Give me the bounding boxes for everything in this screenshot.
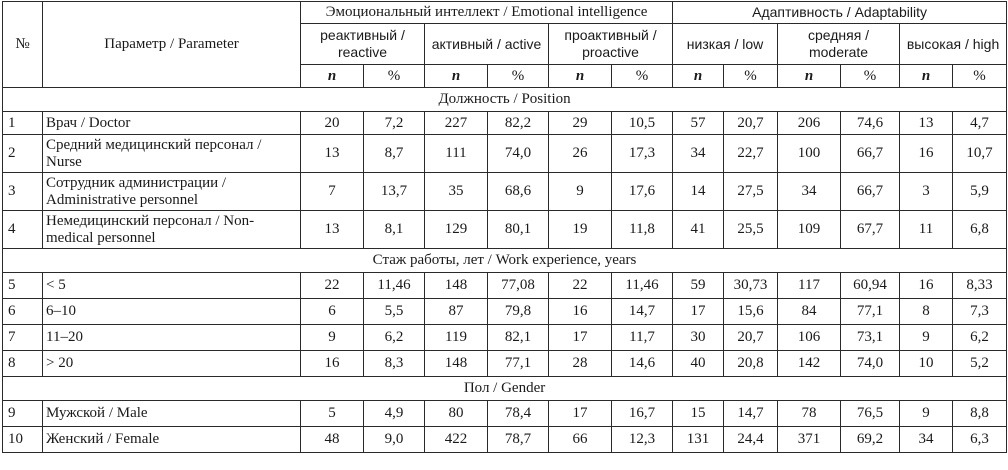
cell-percent: 6,2 bbox=[364, 325, 425, 351]
table-row bbox=[3, 351, 1007, 377]
row-parameter: 11–20 bbox=[43, 325, 301, 351]
cell-count: 34 bbox=[673, 135, 724, 173]
cell-count: 34 bbox=[900, 427, 953, 453]
row-number: 9 bbox=[3, 401, 43, 427]
cell-percent: 74,0 bbox=[841, 351, 900, 377]
cell-count: 15 bbox=[673, 401, 724, 427]
cell-count: 29 bbox=[549, 112, 612, 135]
row-parameter: Врач / Doctor bbox=[43, 112, 301, 135]
table-row bbox=[3, 299, 1007, 325]
cell-count: 14 bbox=[673, 173, 724, 211]
cell-count: 119 bbox=[425, 325, 488, 351]
unit-n: n bbox=[549, 65, 612, 88]
cell-percent: 12,3 bbox=[612, 427, 673, 453]
cell-count: 148 bbox=[425, 273, 488, 299]
cell-percent: 11,46 bbox=[612, 273, 673, 299]
row-parameter: > 20 bbox=[43, 351, 301, 377]
cell-count: 13 bbox=[301, 211, 364, 249]
cell-count: 13 bbox=[301, 135, 364, 173]
cell-percent: 20,8 bbox=[724, 351, 778, 377]
cell-percent: 80,1 bbox=[488, 211, 549, 249]
cell-count: 6 bbox=[301, 299, 364, 325]
cell-count: 9 bbox=[900, 325, 953, 351]
unit-n: n bbox=[301, 65, 364, 88]
cell-percent: 67,7 bbox=[841, 211, 900, 249]
section-position-label: Должность / Position bbox=[3, 88, 1007, 112]
cell-count: 16 bbox=[900, 273, 953, 299]
cell-percent: 78,4 bbox=[488, 401, 549, 427]
cell-count: 22 bbox=[549, 273, 612, 299]
unit-n: n bbox=[425, 65, 488, 88]
cell-count: 131 bbox=[673, 427, 724, 453]
cell-percent: 27,5 bbox=[724, 173, 778, 211]
cell-count: 40 bbox=[673, 351, 724, 377]
row-number: 3 bbox=[3, 173, 43, 211]
cell-percent: 74,0 bbox=[488, 135, 549, 173]
cell-count: 80 bbox=[425, 401, 488, 427]
cell-count: 11 bbox=[900, 211, 953, 249]
section-experience bbox=[3, 249, 1007, 273]
cell-percent: 4,9 bbox=[364, 401, 425, 427]
row-number: 6 bbox=[3, 299, 43, 325]
cell-percent: 5,5 bbox=[364, 299, 425, 325]
row-parameter: Средний медицинский персонал / Nurse bbox=[43, 135, 301, 173]
cell-percent: 16,7 bbox=[612, 401, 673, 427]
cell-count: 8 bbox=[900, 299, 953, 325]
cell-count: 26 bbox=[549, 135, 612, 173]
cell-count: 66 bbox=[549, 427, 612, 453]
cell-count: 10 bbox=[900, 351, 953, 377]
cell-percent: 20,7 bbox=[724, 112, 778, 135]
row-number: 4 bbox=[3, 211, 43, 249]
cell-count: 41 bbox=[673, 211, 724, 249]
cell-count: 109 bbox=[778, 211, 841, 249]
unit-n: n bbox=[673, 65, 724, 88]
cell-percent: 66,7 bbox=[841, 173, 900, 211]
cell-count: 16 bbox=[549, 299, 612, 325]
cell-percent: 10,5 bbox=[612, 112, 673, 135]
cell-percent: 6,2 bbox=[953, 325, 1007, 351]
row-parameter: 6–10 bbox=[43, 299, 301, 325]
header-low: низкая / low bbox=[673, 24, 778, 65]
cell-percent: 68,6 bbox=[488, 173, 549, 211]
row-number: 8 bbox=[3, 351, 43, 377]
row-parameter: Немедицинский персонал / Non-medical personnel bbox=[43, 211, 301, 249]
cell-count: 129 bbox=[425, 211, 488, 249]
header-high: высокая / high bbox=[900, 24, 1007, 65]
row-number: 10 bbox=[3, 427, 43, 453]
cell-percent: 14,6 bbox=[612, 351, 673, 377]
cell-percent: 14,7 bbox=[612, 299, 673, 325]
cell-count: 227 bbox=[425, 112, 488, 135]
cell-percent: 82,1 bbox=[488, 325, 549, 351]
cell-percent: 66,7 bbox=[841, 135, 900, 173]
row-parameter: Сотрудник администрации / Administrative personnel bbox=[43, 173, 301, 211]
cell-percent: 9,0 bbox=[364, 427, 425, 453]
row-number: 5 bbox=[3, 273, 43, 299]
cell-count: 422 bbox=[425, 427, 488, 453]
cell-count: 16 bbox=[301, 351, 364, 377]
cell-count: 5 bbox=[301, 401, 364, 427]
cell-count: 20 bbox=[301, 112, 364, 135]
cell-percent: 73,1 bbox=[841, 325, 900, 351]
cell-count: 78 bbox=[778, 401, 841, 427]
cell-count: 7 bbox=[301, 173, 364, 211]
table-row bbox=[3, 427, 1007, 453]
cell-percent: 8,1 bbox=[364, 211, 425, 249]
cell-count: 17 bbox=[673, 299, 724, 325]
cell-count: 59 bbox=[673, 273, 724, 299]
table-row bbox=[3, 135, 1007, 173]
cell-percent: 14,7 bbox=[724, 401, 778, 427]
cell-count: 34 bbox=[778, 173, 841, 211]
header-num: № bbox=[3, 2, 43, 88]
cell-percent: 7,2 bbox=[364, 112, 425, 135]
cell-percent: 77,1 bbox=[841, 299, 900, 325]
cell-percent: 74,6 bbox=[841, 112, 900, 135]
header-adaptability: Адаптивность / Adaptability bbox=[673, 2, 1007, 24]
header-reactive: реактивный / reactive bbox=[301, 24, 425, 65]
cell-count: 35 bbox=[425, 173, 488, 211]
cell-count: 16 bbox=[900, 135, 953, 173]
cell-count: 17 bbox=[549, 325, 612, 351]
cell-percent: 5,2 bbox=[953, 351, 1007, 377]
cell-percent: 11,8 bbox=[612, 211, 673, 249]
cell-count: 9 bbox=[900, 401, 953, 427]
table-row bbox=[3, 211, 1007, 249]
header-active: активный / active bbox=[425, 24, 549, 65]
cell-count: 111 bbox=[425, 135, 488, 173]
table-row bbox=[3, 112, 1007, 135]
cell-count: 3 bbox=[900, 173, 953, 211]
table-row bbox=[3, 173, 1007, 211]
row-parameter: Мужской / Male bbox=[43, 401, 301, 427]
cell-percent: 79,8 bbox=[488, 299, 549, 325]
row-number: 1 bbox=[3, 112, 43, 135]
unit-percent: % bbox=[841, 65, 900, 88]
cell-percent: 8,7 bbox=[364, 135, 425, 173]
cell-count: 48 bbox=[301, 427, 364, 453]
cell-percent: 17,3 bbox=[612, 135, 673, 173]
table-row bbox=[3, 401, 1007, 427]
cell-percent: 22,7 bbox=[724, 135, 778, 173]
header-parameter: Параметр / Parameter bbox=[43, 2, 301, 88]
section-experience-label: Стаж работы, лет / Work experience, years bbox=[3, 249, 1007, 273]
cell-count: 57 bbox=[673, 112, 724, 135]
header-row-1 bbox=[3, 2, 1007, 24]
unit-percent: % bbox=[724, 65, 778, 88]
cell-percent: 15,6 bbox=[724, 299, 778, 325]
cell-count: 106 bbox=[778, 325, 841, 351]
cell-percent: 25,5 bbox=[724, 211, 778, 249]
header-moderate: средняя / moderate bbox=[778, 24, 900, 65]
cell-count: 87 bbox=[425, 299, 488, 325]
unit-percent: % bbox=[488, 65, 549, 88]
cell-percent: 7,3 bbox=[953, 299, 1007, 325]
header-emotional-intelligence: Эмоциональный интеллект / Emotional intelligence bbox=[301, 2, 673, 24]
cell-percent: 17,6 bbox=[612, 173, 673, 211]
cell-percent: 5,9 bbox=[953, 173, 1007, 211]
cell-percent: 69,2 bbox=[841, 427, 900, 453]
cell-count: 84 bbox=[778, 299, 841, 325]
cell-count: 148 bbox=[425, 351, 488, 377]
row-parameter: < 5 bbox=[43, 273, 301, 299]
cell-percent: 82,2 bbox=[488, 112, 549, 135]
cell-count: 142 bbox=[778, 351, 841, 377]
cell-count: 13 bbox=[900, 112, 953, 135]
cell-percent: 60,94 bbox=[841, 273, 900, 299]
cell-percent: 76,5 bbox=[841, 401, 900, 427]
cell-count: 19 bbox=[549, 211, 612, 249]
unit-percent: % bbox=[364, 65, 425, 88]
cell-count: 22 bbox=[301, 273, 364, 299]
cell-count: 117 bbox=[778, 273, 841, 299]
cell-percent: 11,7 bbox=[612, 325, 673, 351]
cell-count: 9 bbox=[301, 325, 364, 351]
cell-percent: 20,7 bbox=[724, 325, 778, 351]
cell-percent: 8,8 bbox=[953, 401, 1007, 427]
header-proactive: проактивный / proactive bbox=[549, 24, 673, 65]
unit-percent: % bbox=[953, 65, 1007, 88]
cell-percent: 8,3 bbox=[364, 351, 425, 377]
cell-percent: 78,7 bbox=[488, 427, 549, 453]
cell-count: 28 bbox=[549, 351, 612, 377]
row-number: 2 bbox=[3, 135, 43, 173]
cell-count: 371 bbox=[778, 427, 841, 453]
cell-count: 100 bbox=[778, 135, 841, 173]
cell-percent: 4,7 bbox=[953, 112, 1007, 135]
cell-percent: 6,3 bbox=[953, 427, 1007, 453]
cell-percent: 77,1 bbox=[488, 351, 549, 377]
unit-n: n bbox=[900, 65, 953, 88]
table-row bbox=[3, 273, 1007, 299]
cell-percent: 30,73 bbox=[724, 273, 778, 299]
cell-count: 17 bbox=[549, 401, 612, 427]
data-table bbox=[2, 1, 1007, 453]
section-gender-label: Пол / Gender bbox=[3, 377, 1007, 401]
unit-n: n bbox=[778, 65, 841, 88]
cell-percent: 10,7 bbox=[953, 135, 1007, 173]
cell-count: 30 bbox=[673, 325, 724, 351]
cell-percent: 11,46 bbox=[364, 273, 425, 299]
unit-percent: % bbox=[612, 65, 673, 88]
cell-percent: 8,33 bbox=[953, 273, 1007, 299]
cell-percent: 13,7 bbox=[364, 173, 425, 211]
cell-percent: 77,08 bbox=[488, 273, 549, 299]
section-gender bbox=[3, 377, 1007, 401]
row-number: 7 bbox=[3, 325, 43, 351]
cell-percent: 6,8 bbox=[953, 211, 1007, 249]
cell-count: 9 bbox=[549, 173, 612, 211]
cell-count: 206 bbox=[778, 112, 841, 135]
table-row bbox=[3, 325, 1007, 351]
section-position bbox=[3, 88, 1007, 112]
cell-percent: 24,4 bbox=[724, 427, 778, 453]
row-parameter: Женский / Female bbox=[43, 427, 301, 453]
